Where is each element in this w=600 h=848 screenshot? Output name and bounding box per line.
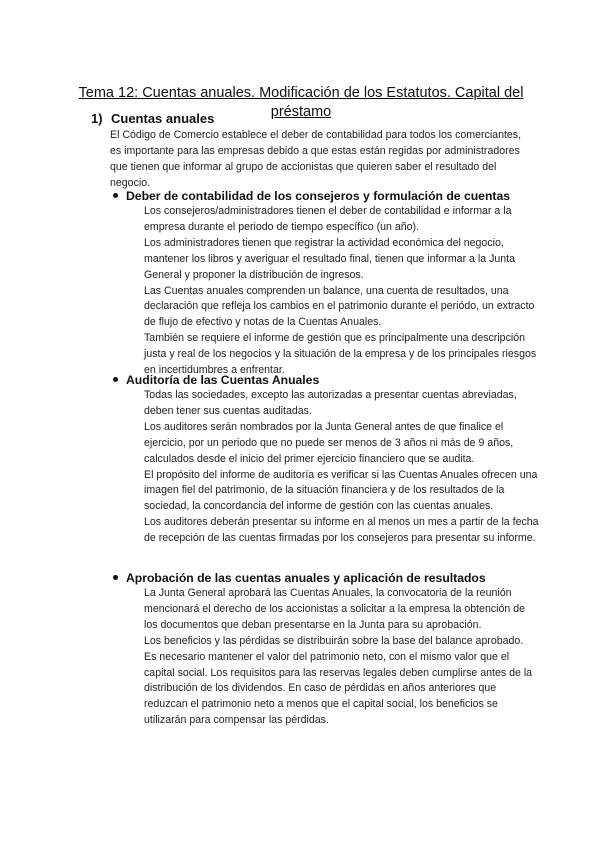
bullet-dot-icon [113,193,118,198]
bullet-heading [126,188,538,204]
paragraph: Los consejeros/administradores tienen el deber de contabilidad e informar a la empresa durante el periodo de tiempo específico (un año). [144,205,512,233]
paragraph: Los auditores deberán presentar su informe en al menos un mes a partir de la fecha de recepción de las cuentas firmadas por los consejeros para presentar su informe. [144,516,539,545]
bullet-body [144,586,540,729]
bullet-heading [126,372,538,388]
section-title: Cuentas anuales [111,111,215,126]
section-heading [91,111,214,127]
section-intro: El Código de Comercio establece el deber de contabilidad para todos los comerciantes, es importante para las empresas debido a que estas están regidas por administradores que tienen que informar al grupo de accionistas que quieren saber el resultado del negocio. [110,129,522,189]
paragraph: Todas las sociedades, excepto las autorizadas a presentar cuentas abreviadas, deben tener sus cuentas auditadas. [144,389,517,417]
bullet-dot-icon [113,377,118,382]
bullet-heading-text: Deber de contabilidad de los consejeros y formulación de cuentas [126,189,511,203]
paragraph: También se requiere el informe de gestión que es principalmente una descripción justa y real de los negocios y la situación de la empresa y de los principales riesgos en incertidumbres a enfrentar. [144,332,537,377]
page-title: Tema 12: Cuentas anuales. Modificación de los Estatutos. Capital del préstamo [78,84,524,120]
bullet-body [144,388,540,547]
bullet-heading [126,570,538,586]
bullet-item [126,570,538,729]
bullet-body [144,204,540,379]
bullet-dot-icon [113,575,118,580]
paragraph: Los beneficios y las pérdidas se distribuirán sobre la base del balance aprobado. [144,634,524,647]
paragraph: Los auditores serán nombrados por la Junta General antes de que finalice el ejercicio, por un periodo que no puede ser menos de 3 años ni más de 9 años, calculados desde el inicio del primer ejercicio financiero que se audita. [144,420,514,465]
section-number: 1) [91,111,103,126]
bullet-heading-text: Aprobación de las cuentas anuales y aplicación de resultados [126,571,486,585]
paragraph: La Junta General aprobará las Cuentas Anuales, la convocatoria de la reunión mencionará el derecho de los accionistas a solicitar a la empresa la obtención de los documentos que deban presentarse en la Junta para su aprobación. [144,587,526,631]
paragraph: El propósito del informe de auditoría es verificar si las Cuentas Anuales ofrecen una imagen fiel del patrimonio, de la situación financiera y de los resultados de la sociedad, la concordancia del informe de gestión con las cuentas anuales. [144,468,538,513]
bullet-item [126,188,538,379]
bullet-heading-text: Auditoría de las Cuentas Anuales [126,373,320,387]
paragraph: Es necesario mantener el valor del patrimonio neto, con el mismo valor que el capital social. Los requisitos para las reservas legales deben cumplirse antes de la distribución de los dividendos. En caso de pérdidas en años anteriores que reduzcan el patrimonio neto a menos que el capital social, los beneficios se utilizarán para compensar las pérdidas. [144,650,533,727]
paragraph: Las Cuentas anuales comprenden un balance, una cuenta de resultados, una declaración que refleja los cambios en el patrimonio durante el periódo, un extracto de flujo de efectivo y notas de la Cuentas Anuales. [144,284,535,329]
bullet-item [126,372,538,547]
paragraph: Los administradores tienen que registrar la actividad económica del negocio, mantener los libros y averiguar el resultado final, tienen que informar a la Junta General y proponer la distribución de ingresos. [144,236,515,281]
